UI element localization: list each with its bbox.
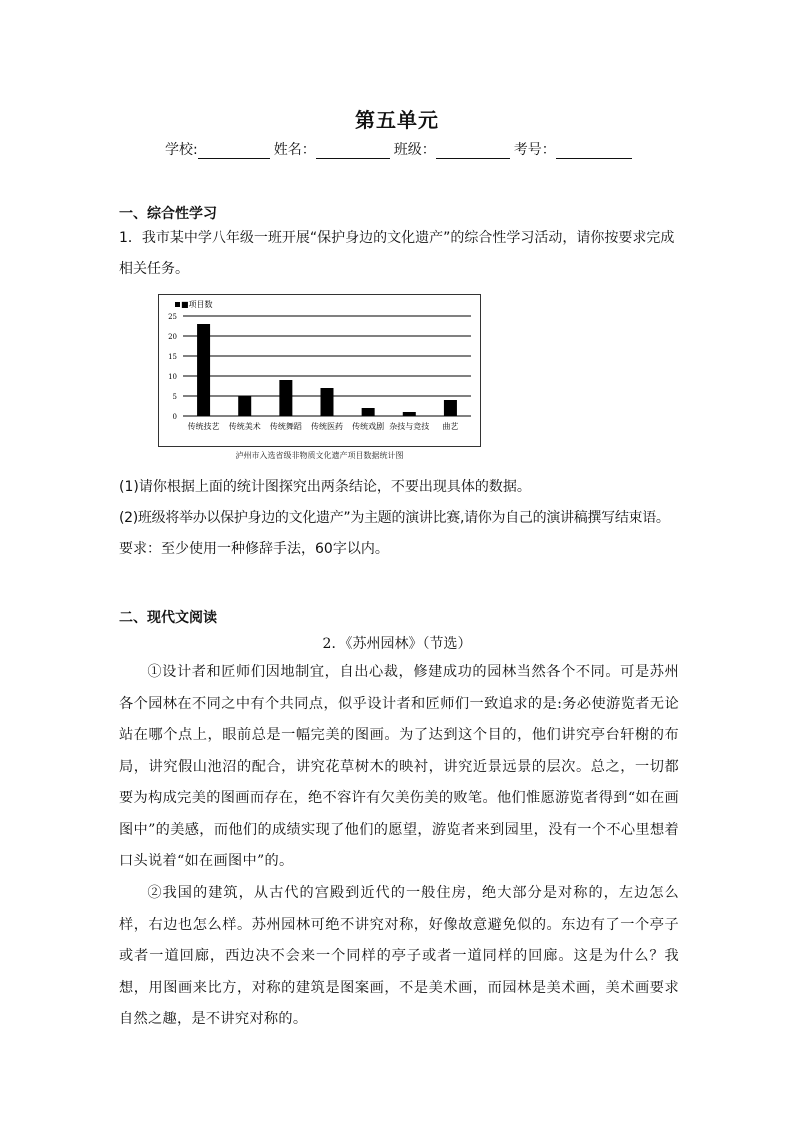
bar	[279, 380, 292, 416]
bar	[362, 408, 375, 416]
class-label: 班级：	[393, 142, 436, 158]
x-tick-label: 传统美术	[228, 422, 261, 431]
x-tick-label: 传统舞蹈	[269, 422, 302, 431]
y-tick-label: 20	[168, 333, 177, 341]
bar	[197, 324, 210, 416]
question1-requirement: 要求：至少使用一种修辞手法，60字以内。	[119, 541, 389, 557]
school-label: 学校:	[165, 142, 198, 158]
chart-frame	[158, 294, 481, 447]
question1-part1: (1)请你根据上面的统计图探究出两条结论，不要出现具体的数据。	[119, 479, 531, 495]
y-tick-label: 10	[168, 373, 177, 381]
x-tick-label: 曲艺	[442, 422, 459, 431]
essay-paragraph-2: ②我国的建筑，从古代的宫殿到近代的一般住房，绝大部分是对称的，左边怎么样，右边也怎么样。苏州园林可绝不讲究对称，好像故意避免似的。东边有了一个亭子或者一道回廊，西边决不会来一个同样的亭子或者一道同样的回廊。这是为什么？我想，用图画来比方，对称的建筑是图案画，不是美术画，而园林是美术画，美术画要求自然之趣，是不讲究对称的。	[119, 885, 679, 1027]
legend-label: ■项目数	[181, 300, 213, 309]
name-label: 姓名：	[273, 142, 316, 158]
class-blank[interactable]	[436, 144, 510, 159]
y-tick-label: 25	[168, 313, 177, 321]
legend-swatch	[175, 302, 180, 307]
bar	[238, 396, 251, 416]
bar-chart	[159, 295, 480, 446]
student-info-row	[165, 139, 636, 159]
page-title: 第五单元	[355, 108, 439, 132]
section2-heading: 二、现代文阅读	[119, 610, 217, 626]
name-blank[interactable]	[316, 144, 390, 159]
y-tick-label: 0	[172, 413, 177, 421]
bar	[444, 400, 457, 416]
exam-number-blank[interactable]	[556, 144, 632, 159]
y-tick-label: 15	[168, 353, 177, 361]
exam-number-label: 考号：	[513, 142, 556, 158]
x-tick-label: 传统医药	[311, 422, 343, 431]
school-blank[interactable]	[198, 144, 270, 159]
y-tick-label: 5	[172, 393, 177, 401]
x-tick-label: 杂技与竞技	[389, 422, 430, 431]
question1-intro: 1．我市某中学八年级一班开展“保护身边的文化遗产”的综合性学习活动，请你按要求完成相关任务。	[119, 230, 675, 277]
chart-caption: 泸州市入选省级非物质文化遗产项目数据统计图	[235, 451, 404, 460]
bar	[403, 412, 416, 416]
bar	[321, 388, 334, 416]
section1-heading: 一、综合性学习	[119, 206, 217, 222]
x-tick-label: 传统技艺	[187, 422, 220, 431]
essay-paragraph-1: ①设计者和匠师们因地制宜，自出心裁，修建成功的园林当然各个不同。可是苏州各个园林在不同之中有个共同点，似乎设计者和匠师们一致追求的是:务必使游览者无论站在哪个点上，眼前总是一幅完美的图画。为了达到这个目的，他们讲究亭台轩榭的布局，讲究假山池沼的配合，讲究花草树木的映衬，讲究近景远景的层次。总之，一切都要为构成完美的图画而存在，绝不容许有欠美伤美的败笔。他们惟愿游览者得到“如在画图中”的美感，而他们的成绩实现了他们的愿望，游览者来到园里，没有一个不心里想着口头说着“如在画图中”的。	[119, 664, 679, 869]
x-tick-label: 传统戏剧	[352, 422, 385, 431]
reading-subtitle: 2．《苏州园林》（节选）	[322, 636, 472, 652]
question1-part2: (2)班级将举办以保护身边的文化遗产”为主题的演讲比赛,请你为自己的演讲稿撰写结束语。	[119, 510, 670, 526]
